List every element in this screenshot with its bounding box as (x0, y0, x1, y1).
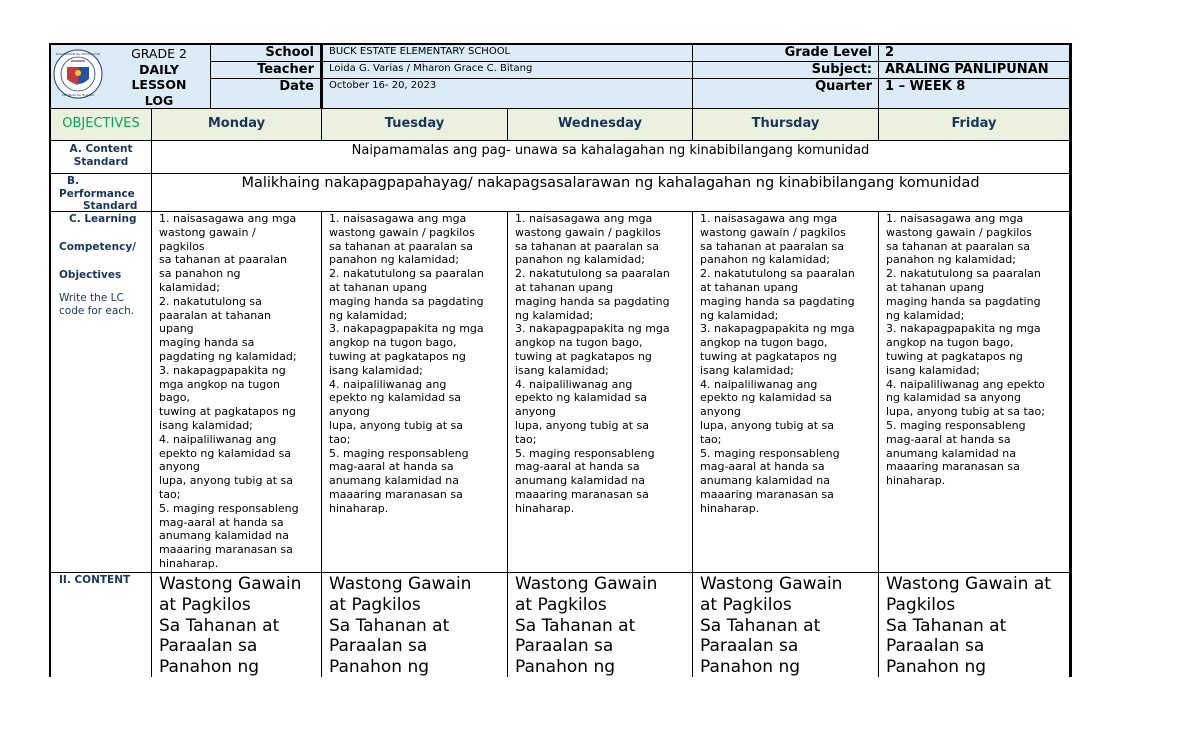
lc-monday: 1. naisasagawa ang mga wastong gawain / pagkilos sa tahanan at paaralan sa panahon ng kalamidad; 2. nakatutulong sa paaralan at tahanan upang maging handa sa pagdating ng kalamidad; 3. nakapagpapakita ng mga angkop na tugon bago, tuwing at pagkatapos ng isang kalamidad; 4. naipaliliwanag ang epekto ng kalamidad sa anyong lupa, anyong tubig at sa tao; 5. maging responsableng mag-aaral at handa sa anumang kalamidad na maaaring maranasan sa hinaharap. (152, 212, 322, 573)
grade-level-value: 2 (879, 45, 1069, 62)
svg-text:REPUBLIKA NG PILIPINAS: REPUBLIKA NG PILIPINAS (61, 94, 95, 97)
content-standard-label: A. Content Standard (51, 141, 152, 174)
content-standard-row (51, 141, 1070, 174)
dll-title-line3: LOG (144, 92, 174, 108)
content-label: II. CONTENT (51, 573, 152, 677)
day-thursday: Thursday (693, 109, 879, 141)
lc-thursday: 1. naisasagawa ang mga wastong gawain / pagkilos sa tahanan at paaralan sa panahon ng kalamidad; 2. nakatutulong sa paaralan at tahanan upang maging handa sa pagdating ng kalamidad; 3. nakapagpapakita ng mga angkop na tugon bago, tuwing at pagkatapos ng isang kalamidad; 4. naipaliliwanag ang epekto ng kalamidad sa anyong lupa, anyong tubig at sa tao; 5. maging responsableng mag-aaral at handa sa anumang kalamidad na maaaring maranasan sa hinaharap. (693, 212, 879, 573)
objectives-label: OBJECTIVES (62, 116, 140, 131)
header-row (51, 45, 1070, 109)
header-labels-right (693, 45, 879, 109)
performance-standard-row (51, 174, 1070, 212)
svg-text:KAGAWARAN NG EDUKASYON: KAGAWARAN NG EDUKASYON (55, 52, 101, 56)
teacher-value: Loida G. Varias / Mharon Grace C. Bitang (323, 62, 692, 79)
lesson-log-table (49, 43, 1072, 677)
date-label: Date (279, 79, 314, 94)
school-value: BUCK ESTATE ELEMENTARY SCHOOL (323, 45, 692, 62)
objectives-head (51, 109, 152, 141)
grade-level-label: Grade Level (693, 45, 878, 62)
content-monday: Wastong Gawain at Pagkilos Sa Tahanan at Paraalan sa Panahon ng (152, 573, 322, 677)
subject-label: Subject: (693, 62, 878, 79)
day-friday: Friday (879, 109, 1070, 141)
learning-competency-label: C. Learning Competency/ Objectives Write the LC code for each. (51, 212, 152, 573)
dll-title-line1: DAILY (139, 61, 179, 77)
learning-competency-row (51, 212, 1070, 573)
header-values-left (321, 45, 693, 109)
days-row (51, 109, 1070, 141)
date-value: October 16- 20, 2023 (329, 80, 437, 91)
content-thursday: Wastong Gawain at Pagkilos Sa Tahanan at Paraalan sa Panahon ng (693, 573, 879, 677)
lc-tuesday: 1. naisasagawa ang mga wastong gawain / pagkilos sa tahanan at paaralan sa panahon ng kalamidad; 2. nakatutulong sa paaralan at tahanan upang maging handa sa pagdating ng kalamidad; 3. nakapagpapakita ng mga angkop na tugon bago, tuwing at pagkatapos ng isang kalamidad; 4. naipaliliwanag ang epekto ng kalamidad sa anyong lupa, anyong tubig at sa tao; 5. maging responsableng mag-aaral at handa sa anumang kalamidad na maaaring maranasan sa hinaharap. (322, 212, 508, 573)
lc-code-note: Write the LC code for each. (59, 292, 135, 317)
performance-standard-text: Malikhaing nakapagpapahayag/ nakapagsasalarawan ng kahalagahan ng kinabibilangang komunidad (152, 174, 1070, 212)
deped-seal-icon (53, 49, 103, 99)
day-monday: Monday (152, 109, 322, 141)
quarter-value: 1 – WEEK 8 (885, 79, 966, 94)
grade-title: GRADE 2 (131, 46, 187, 61)
performance-standard-label: B. Performance Standard (51, 174, 152, 212)
content-tuesday: Wastong Gawain at Pagkilos Sa Tahanan at Paraalan sa Panahon ng (322, 573, 508, 677)
teacher-label: Teacher (211, 62, 320, 79)
header-labels-left (211, 45, 321, 109)
day-tuesday: Tuesday (322, 109, 508, 141)
lc-friday: 1. naisasagawa ang mga wastong gawain / pagkilos sa tahanan at paaralan sa panahon ng kalamidad; 2. nakatutulong sa paaralan at tahanan upang maging handa sa pagdating ng kalamidad; 3. nakapagpapakita ng mga angkop na tugon bago, tuwing at pagkatapos ng isang kalamidad; 4. naipaliliwanag ang epekto ng kalamidad sa anyong lupa, anyong tubig at sa tao; 5. maging responsableng mag-aaral at handa sa anumang kalamidad na maaaring maranasan sa hinaharap. (879, 212, 1070, 573)
content-wednesday: Wastong Gawain at Pagkilos Sa Tahanan at Paraalan sa Panahon ng (508, 573, 693, 677)
logo-title-cell (51, 45, 211, 109)
day-wednesday: Wednesday (508, 109, 693, 141)
school-label: School (211, 45, 320, 62)
quarter-label: Quarter (815, 79, 872, 94)
content-standard-text: Naipamamalas ang pag- unawa sa kahalagahan ng kinabibilangang komunidad (152, 141, 1070, 174)
content-friday: Wastong Gawain at Pagkilos Sa Tahanan at Paraalan sa Panahon ng (879, 573, 1070, 677)
subject-value: ARALING PANLIPUNAN (879, 62, 1069, 79)
header-values-right (879, 45, 1070, 109)
content-row (51, 573, 1070, 677)
dll-title-line2: LESSON (131, 77, 187, 92)
lc-wednesday: 1. naisasagawa ang mga wastong gawain / pagkilos sa tahanan at paaralan sa panahon ng kalamidad; 2. nakatutulong sa paaralan at tahanan upang maging handa sa pagdating ng kalamidad; 3. nakapagpapakita ng mga angkop na tugon bago, tuwing at pagkatapos ng isang kalamidad; 4. naipaliliwanag ang epekto ng kalamidad sa anyong lupa, anyong tubig at sa tao; 5. maging responsableng mag-aaral at handa sa anumang kalamidad na maaaring maranasan sa hinaharap. (508, 212, 693, 573)
